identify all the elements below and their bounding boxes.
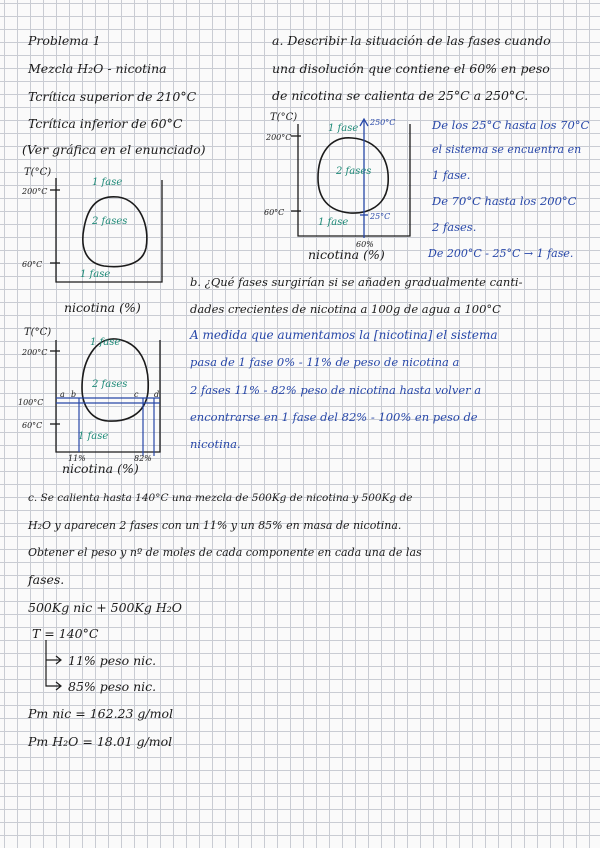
graph1-x-axis-label: nicotina (%) bbox=[64, 300, 141, 315]
partC-branch-arrows bbox=[46, 640, 61, 690]
partC-pm-nicotine: Pm nic = 162.23 g/mol bbox=[28, 706, 174, 721]
graph2-point-c: c bbox=[134, 390, 139, 399]
graph2-tick-200: 200°C bbox=[22, 348, 48, 357]
partA-answer-line2: el sistema se encuentra en bbox=[432, 143, 582, 156]
graph3-tick-200: 200°C bbox=[266, 133, 292, 142]
partB-line2: dades crecientes de nicotina a 100g de agua a 100°C bbox=[190, 302, 501, 316]
partA-line2: una disolución que contiene el 60% en peso bbox=[272, 61, 550, 76]
partA-answer-line4: De 70°C hasta los 200°C bbox=[432, 194, 577, 208]
graph2-point-b: b bbox=[71, 390, 77, 399]
partB-line1: b. ¿Qué fases surgirían si se añaden gradualmente canti- bbox=[190, 275, 523, 289]
graph2-tick-60: 60°C bbox=[22, 421, 43, 430]
graph3-region-top: 1 fase bbox=[328, 123, 359, 134]
partB-answer-line5: nicotina. bbox=[190, 437, 241, 451]
graph3-label-25: 25°C bbox=[370, 212, 391, 221]
graph3-region-mid: 2 fases bbox=[336, 166, 372, 177]
partC-line3: Obtener el peso y nº de moles de cada componente en cada una de las bbox=[28, 546, 422, 559]
graph1-region-bot: 1 fase bbox=[80, 269, 111, 280]
partB-answer-line2: pasa de 1 fase 0% - 11% de peso de nicotina a bbox=[190, 355, 460, 369]
partC-phase-85: 85% peso nic. bbox=[68, 679, 157, 694]
graph1-region-mid: 2 fases bbox=[92, 216, 128, 227]
upper-critical-temp: Tcrítica superior de 210°C bbox=[28, 89, 197, 104]
partC-line2: H₂O y aparecen 2 fases con un 11% y un 85% en masa de nicotina. bbox=[28, 519, 402, 532]
graph2-x-82: 82% bbox=[134, 454, 152, 463]
see-graph-note: (Ver gráfica en el enunciado) bbox=[22, 142, 206, 157]
partC-phase-11: 11% peso nic. bbox=[68, 653, 157, 668]
graph3-region-bot: 1 fase bbox=[318, 217, 349, 228]
partC-mixture: 500Kg nic + 500Kg H₂O bbox=[28, 600, 182, 615]
graph2-guides bbox=[56, 398, 160, 456]
partC-line4: fases. bbox=[28, 572, 65, 587]
graph3-x-60: 60% bbox=[356, 240, 374, 249]
graph3-tick-60: 60°C bbox=[264, 208, 285, 217]
partB-answer-line4: encontrarse en 1 fase del 82% - 100% en peso de bbox=[190, 410, 478, 424]
graph2-point-d: d bbox=[154, 390, 160, 399]
partB-answer-line3: 2 fases 11% - 82% peso de nicotina hasta volver a bbox=[190, 383, 482, 397]
graph2-x-axis-label: nicotina (%) bbox=[62, 461, 139, 476]
graph2-x-11: 11% bbox=[68, 454, 86, 463]
partC-pm-water: Pm H₂O = 18.01 g/mol bbox=[28, 734, 173, 749]
graph3-x-axis-label: nicotina (%) bbox=[308, 247, 385, 262]
partA-answer-line6: De 200°C - 25°C → 1 fase. bbox=[428, 247, 574, 260]
partC-temperature: T = 140°C bbox=[32, 626, 99, 641]
graph1-region-top: 1 fase bbox=[92, 177, 123, 188]
partB-answer-line1: A medida que aumentamos la [nicotina] el sistema bbox=[190, 328, 498, 342]
graph2-y-axis-label: T(°C) bbox=[24, 327, 52, 338]
graph2-region-bot: 1 fase bbox=[78, 431, 109, 442]
graph2-region-mid: 2 fases bbox=[92, 379, 128, 390]
partA-answer-line3: 1 fase. bbox=[432, 168, 471, 182]
graph3-label-250: 250°C bbox=[370, 118, 396, 127]
graph3-y-axis-label: T(°C) bbox=[270, 112, 298, 123]
graph2-region-top: 1 fase bbox=[90, 337, 121, 348]
graph1-tick-200: 200°C bbox=[22, 187, 48, 196]
graph3-axes bbox=[291, 124, 410, 236]
graph2-tick-100: 100°C bbox=[18, 398, 44, 407]
graph1-phase-envelope bbox=[83, 197, 147, 267]
partA-answer-line1: De los 25°C hasta los 70°C bbox=[432, 118, 590, 132]
partA-line1: a. Describir la situación de las fases cuando bbox=[272, 33, 551, 48]
lower-critical-temp: Tcrítica inferior de 60°C bbox=[28, 116, 183, 131]
partC-line1: c. Se calienta hasta 140°C una mezcla de 500Kg de nicotina y 500Kg de bbox=[28, 492, 413, 504]
graph1-y-axis-label: T(°C) bbox=[24, 167, 52, 178]
mixture-line: Mezcla H₂O - nicotina bbox=[28, 61, 167, 76]
graph1-tick-60: 60°C bbox=[22, 260, 43, 269]
problem-title: Problema 1 bbox=[28, 33, 101, 48]
partA-line3: de nicotina se calienta de 25°C a 250°C. bbox=[272, 88, 529, 103]
graph2-point-a: a bbox=[60, 390, 65, 399]
partA-answer-line5: 2 fases. bbox=[432, 220, 477, 234]
